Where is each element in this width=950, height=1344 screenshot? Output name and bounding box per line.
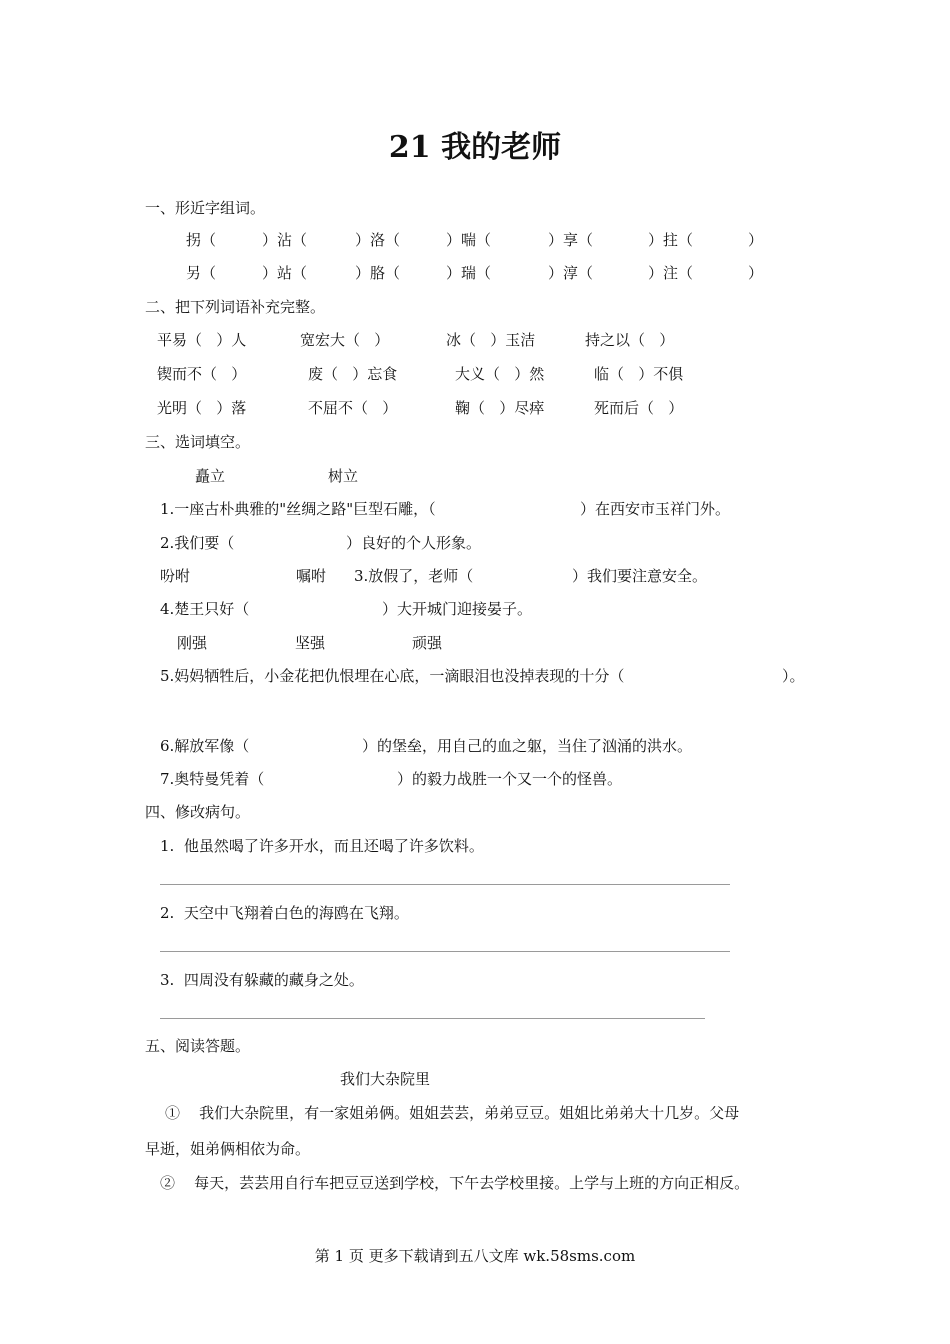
question-5-text: 5.妈妈牺牲后，小金花把仇恨埋在心底，一滴眼泪也没掉表现的十分（ xyxy=(160,667,625,685)
idiom-item: 冰（ ）玉洁 xyxy=(446,331,536,349)
word-choice: 吩咐 xyxy=(160,567,191,585)
idiom-item: 不屈不（ ） xyxy=(308,399,398,417)
word-choice: 顽强 xyxy=(412,634,443,652)
idiom-item: 持之以（ ） xyxy=(585,331,675,349)
question-3-text-end: ）我们要注意安全。 xyxy=(572,567,708,585)
blank-label: 拐（ xyxy=(186,231,217,249)
idiom-item: 鞠（ ）尽瘁 xyxy=(455,399,545,417)
blank-label: ） xyxy=(748,264,764,282)
passage-paragraph-2: ② 每天，芸芸用自行车把豆豆送到学校，下午去学校里接。上学与上班的方向正相反。 xyxy=(160,1174,750,1192)
question-4-text-end: ）大开城门迎接晏子。 xyxy=(382,600,533,618)
blank-label: ）拄（ xyxy=(648,231,694,249)
page-title: 21 我的老师 xyxy=(388,130,562,165)
answer-line xyxy=(160,884,730,885)
question-6-text: 6.解放军像（ xyxy=(160,737,250,755)
sentence-item: 2. 天空中飞翔着白色的海鸥在飞翔。 xyxy=(160,904,409,922)
idiom-item: 废（ ）忘食 xyxy=(308,365,398,383)
blank-label: 另（ xyxy=(186,264,217,282)
blank-label: ）喘（ xyxy=(446,231,492,249)
blank-label: ）洛（ xyxy=(355,231,401,249)
blank-label: ）胳（ xyxy=(355,264,401,282)
idiom-item: 宽宏大（ ） xyxy=(300,331,390,349)
sentence-item: 3. 四周没有躲藏的藏身之处。 xyxy=(160,971,364,989)
blank-label: ）沾（ xyxy=(262,231,308,249)
word-choice: 坚强 xyxy=(295,634,326,652)
word-choice: 矗立 xyxy=(195,467,226,485)
word-choice: 嘱咐 xyxy=(296,567,327,585)
passage-title: 我们大杂院里 xyxy=(340,1070,431,1088)
word-choice: 树立 xyxy=(328,467,359,485)
blank-label: ）淳（ xyxy=(548,264,594,282)
blank-label: ）站（ xyxy=(262,264,308,282)
idiom-item: 平易（ ）人 xyxy=(157,331,247,349)
question-7-text-end: ）的毅力战胜一个又一个的怪兽。 xyxy=(397,770,623,788)
idiom-item: 临（ ）不俱 xyxy=(594,365,684,383)
sentence-item: 1. 他虽然喝了许多开水，而且还喝了许多饮料。 xyxy=(160,837,484,855)
question-3-text: 3.放假了，老师（ xyxy=(354,567,474,585)
word-choice: 刚强 xyxy=(177,634,208,652)
question-1-text-end: ）在西安市玉祥门外。 xyxy=(580,500,731,518)
question-2-text: 2.我们要（ xyxy=(160,534,235,552)
blank-label: ）享（ xyxy=(548,231,594,249)
passage-paragraph-1-cont: 早逝，姐弟俩相依为命。 xyxy=(145,1140,311,1158)
section2-heading: 二、把下列词语补充完整。 xyxy=(145,298,326,316)
question-2-text-end: ）良好的个人形象。 xyxy=(346,534,482,552)
question-1-text: 1.一座古朴典雅的"丝绸之路"巨型石雕，（ xyxy=(160,500,436,518)
answer-line xyxy=(160,951,730,952)
question-5-text-end: ）。 xyxy=(782,667,805,685)
question-6-text-end: ）的堡垒，用自己的血之躯，当住了汹涌的洪水。 xyxy=(362,737,693,755)
idiom-item: 锲而不（ ） xyxy=(157,365,247,383)
idiom-item: 光明（ ）落 xyxy=(157,399,247,417)
answer-line xyxy=(160,1018,705,1019)
idiom-item: 死而后（ ） xyxy=(594,399,684,417)
section1-heading: 一、形近字组词。 xyxy=(145,199,266,217)
section3-heading: 三、选词填空。 xyxy=(145,433,251,451)
blank-label: ） xyxy=(748,231,764,249)
idiom-item: 大义（ ）然 xyxy=(455,365,545,383)
blank-label: ）注（ xyxy=(648,264,694,282)
page-footer: 第 1 页 更多下载请到五八文库 wk.58sms.com xyxy=(314,1247,636,1265)
passage-paragraph-1: ① 我们大杂院里，有一家姐弟俩。姐姐芸芸，弟弟豆豆。姐姐比弟弟大十几岁。父母 xyxy=(165,1104,740,1122)
section4-heading: 四、修改病句。 xyxy=(145,803,251,821)
question-7-text: 7.奥特曼凭着（ xyxy=(160,770,265,788)
question-4-text: 4.楚王只好（ xyxy=(160,600,250,618)
blank-label: ）瑞（ xyxy=(446,264,492,282)
section5-heading: 五、阅读答题。 xyxy=(145,1037,251,1055)
